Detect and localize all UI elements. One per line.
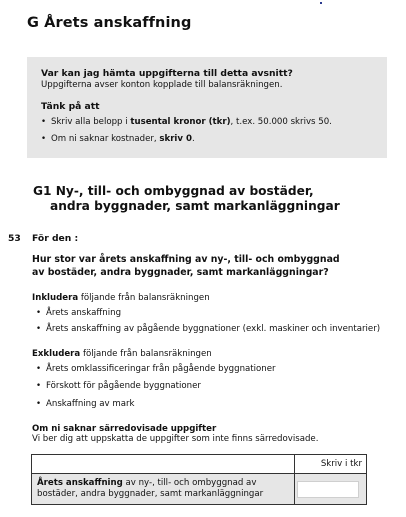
header-blank-cell: [32, 455, 295, 474]
include-item: [36, 324, 380, 334]
exclude-heading: [32, 349, 212, 359]
info-box: [27, 57, 387, 158]
answer-label-line1: [37, 478, 294, 489]
exclude-item: [36, 364, 276, 374]
tip-item-zero: [41, 134, 195, 144]
section-title-line2: andra byggnader, samt markanläggningar: [50, 199, 340, 213]
answer-input-cell: [295, 474, 367, 505]
section-title: [33, 184, 340, 214]
exclude-rest: följande från balansräkningen: [80, 349, 212, 359]
for-den-label: För den :: [32, 233, 79, 244]
tip-text: Om ni saknar kostnader,: [51, 134, 160, 144]
bullet-icon: •: [36, 399, 42, 409]
exclude-item-text: Anskaffning av mark: [46, 399, 135, 409]
bullet-icon: •: [41, 134, 47, 144]
tip-item-amounts: [41, 117, 332, 127]
info-answer: Uppgifterna avser konton kopplade till balansräkningen.: [41, 80, 283, 90]
include-item: [36, 308, 121, 318]
tips-heading: Tänk på att: [41, 101, 100, 112]
bullet-icon: •: [36, 381, 42, 391]
bullet-icon: •: [36, 308, 42, 318]
bullet-icon: •: [36, 324, 42, 334]
exclude-item-text: Årets omklassificeringar från pågående byggnationer: [46, 364, 276, 374]
question-text: [32, 253, 392, 279]
tip-text: .: [191, 134, 195, 144]
exclude-item: [36, 399, 135, 409]
include-rest: följande från balansräkningen: [78, 293, 210, 303]
question-text-line1: Hur stor var årets anskaffning av ny-, till- och ombyggnad: [32, 254, 340, 265]
missing-heading: Om ni saknar särredovisade uppgifter: [32, 424, 217, 434]
page-title: G Årets anskaffning: [27, 15, 192, 31]
question-number: 53: [8, 233, 21, 244]
answer-row-label: [32, 474, 295, 505]
exclude-label: Exkludera: [32, 349, 81, 359]
answer-label-rest: av ny-, till- och ombyggnad av: [122, 478, 257, 488]
tip-text: , t.ex. 50.000 skrivs 50.: [230, 117, 332, 127]
unit-header: Skriv i tkr: [295, 455, 367, 474]
info-question: Var kan jag hämta uppgifterna till detta avsnitt?: [41, 68, 293, 79]
tip-text: Skriv alla belopp i: [51, 117, 131, 127]
section-title-line1: G1 Ny-, till- och ombyggnad av bostäder,: [33, 184, 314, 198]
include-item-text: Årets anskaffning: [46, 308, 122, 318]
missing-text: Vi ber dig att uppskatta de uppgifter som inte finns särredovisade.: [32, 434, 319, 444]
answer-label-line2: bostäder, andra byggnader, samt markanläggningar: [37, 489, 264, 499]
exclude-item-text: Förskott för pågående byggnationer: [46, 381, 201, 391]
include-heading: [32, 293, 210, 303]
corner-mark: [320, 2, 322, 4]
tip-emphasis: tusental kronor (tkr): [130, 117, 231, 127]
answer-table: [31, 454, 367, 505]
include-label: Inkludera: [32, 293, 79, 303]
bullet-icon: •: [41, 117, 47, 127]
exclude-item: [36, 381, 201, 391]
answer-label-bold: Årets anskaffning: [37, 478, 123, 488]
amount-input[interactable]: [297, 481, 359, 498]
tip-emphasis: skriv 0: [159, 134, 192, 144]
question-text-line2: av bostäder, andra byggnader, samt markanläggningar?: [32, 267, 329, 278]
include-item-text: Årets anskaffning av pågående byggnationer (exkl. maskiner och inventarier): [46, 324, 381, 334]
bullet-icon: •: [36, 364, 42, 374]
